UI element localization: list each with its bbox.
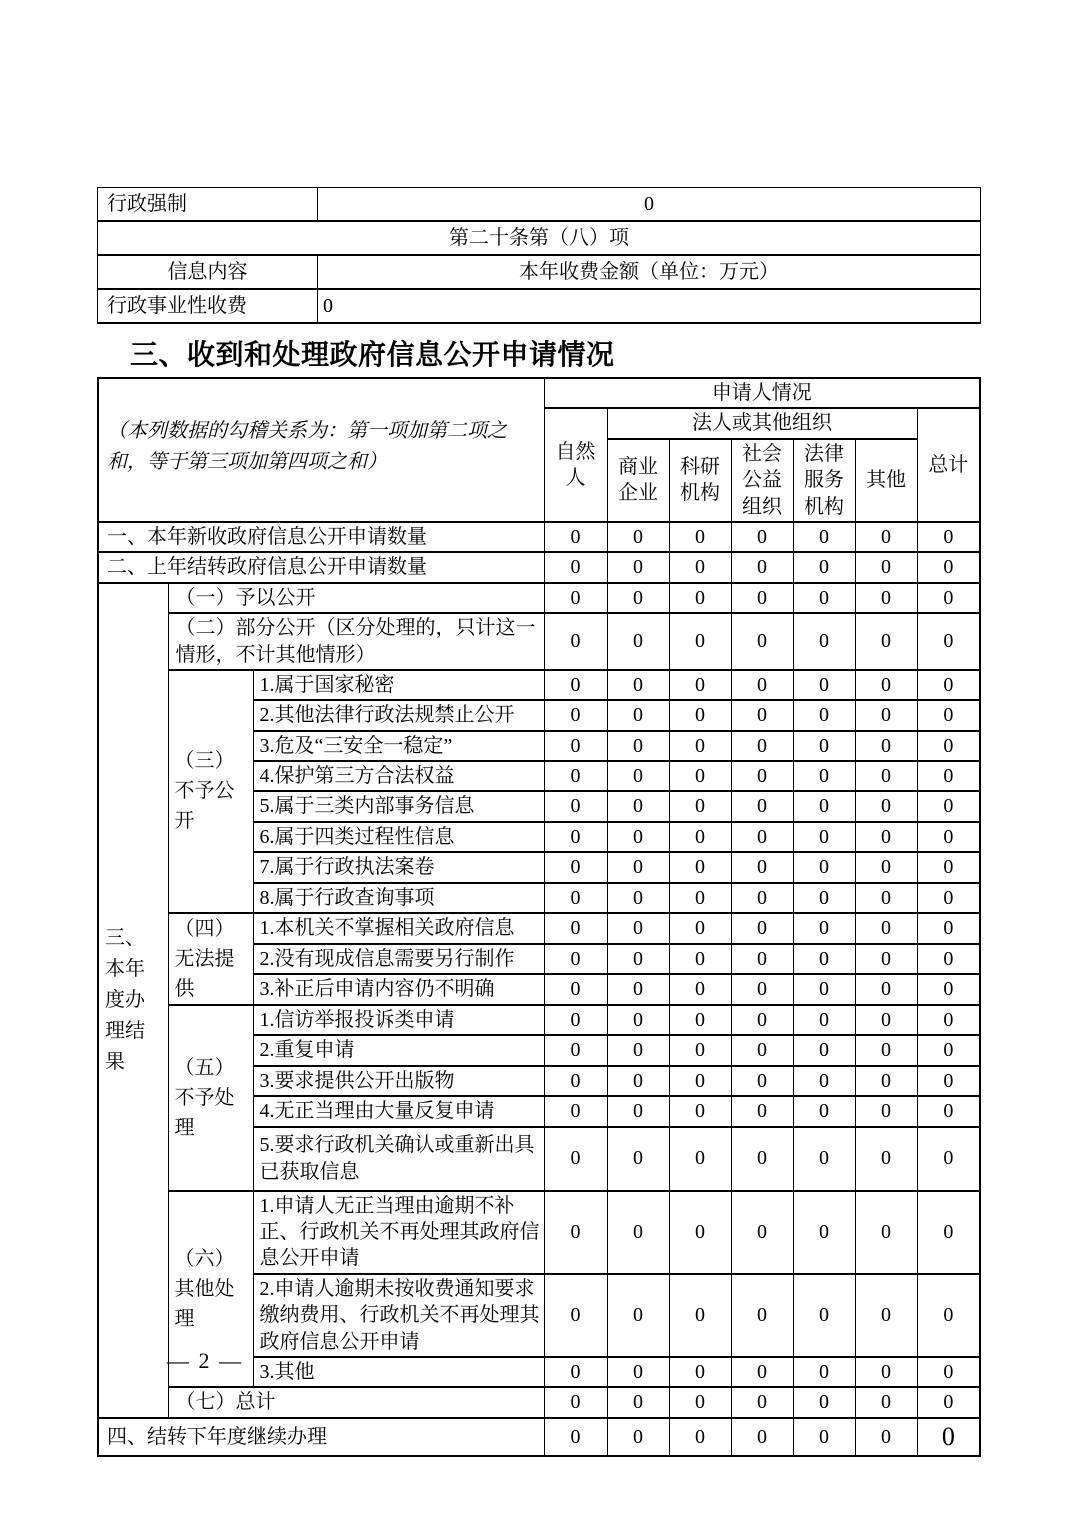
value-cell: 0 (855, 1357, 917, 1387)
value-cell: 0 (917, 1096, 980, 1126)
row-label: 4.无正当理由大量反复申请 (253, 1096, 544, 1126)
value-cell: 0 (607, 613, 669, 670)
value-cell: 0 (855, 613, 917, 670)
row-label: （二）部分公开（区分处理的，只计这一情形，不计其他情形） (168, 613, 544, 670)
value-cell: 0 (793, 822, 855, 852)
value-cell: 0 (793, 1418, 855, 1456)
value-cell: 0 (607, 913, 669, 944)
value-cell: 0 (544, 731, 607, 761)
value-cell: 0 (669, 522, 731, 552)
value-cell: 0 (855, 944, 917, 975)
value-cell: 0 (855, 552, 917, 582)
value-cell: 0 (731, 731, 793, 761)
value-cell: 0 (917, 883, 980, 913)
row-label: 2.重复申请 (253, 1035, 544, 1065)
value-cell: 0 (855, 883, 917, 913)
value-cell: 0 (917, 1005, 980, 1035)
table-row (98, 583, 980, 613)
applications-table-body (98, 378, 980, 1456)
value-cell: 0 (855, 1127, 917, 1191)
value-cell: 0 (669, 913, 731, 944)
row-label: 二、上年结转政府信息公开申请数量 (98, 552, 544, 582)
value-cell: 0 (731, 700, 793, 730)
value-cell: 0 (855, 583, 917, 613)
value-cell: 0 (917, 1274, 980, 1357)
row-label: 3.其他 (253, 1357, 544, 1387)
value-cell: 0 (917, 613, 980, 670)
value-cell: 0 (669, 1191, 731, 1274)
value-cell: 0 (731, 522, 793, 552)
value-cell: 0 (607, 1418, 669, 1456)
value-cell: 0 (793, 1096, 855, 1126)
fee-row-label: 行政事业性收费 (98, 289, 318, 323)
value-cell: 0 (607, 1005, 669, 1035)
value-cell: 0 (669, 1035, 731, 1065)
page-number: — 2 — (167, 1348, 243, 1373)
value-cell: 0 (544, 1096, 607, 1126)
value-cell: 0 (917, 913, 980, 944)
value-cell: 0 (917, 731, 980, 761)
value-cell: 0 (731, 583, 793, 613)
value-cell: 0 (731, 1387, 793, 1417)
value-cell: 0 (855, 852, 917, 882)
value-cell: 0 (544, 613, 607, 670)
table-row (98, 1387, 980, 1417)
table-annotation: （本列数据的勾稽关系为：第一项加第二项之和，等于第三项加第四项之和） (98, 378, 544, 522)
row-label: （一）予以公开 (168, 583, 544, 613)
applications-table (97, 377, 981, 1457)
row-label: 5.属于三类内部事务信息 (253, 791, 544, 821)
header-org-type: 商业企业 (607, 439, 669, 522)
value-cell: 0 (793, 1127, 855, 1191)
value-cell: 0 (855, 761, 917, 791)
row-label: （七）总计 (168, 1387, 544, 1417)
value-cell: 0 (669, 700, 731, 730)
value-cell: 0 (669, 1066, 731, 1096)
value-cell: 0 (855, 1066, 917, 1096)
value-cell: 0 (544, 944, 607, 975)
value-cell: 0 (917, 552, 980, 582)
value-cell: 0 (607, 1127, 669, 1191)
value-cell: 0 (917, 791, 980, 821)
value-cell: 0 (669, 731, 731, 761)
value-cell: 0 (855, 1274, 917, 1357)
value-cell: 0 (669, 761, 731, 791)
row-label: 8.属于行政查询事项 (253, 883, 544, 913)
table-row (98, 670, 980, 700)
value-cell: 0 (607, 822, 669, 852)
value-cell: 0 (544, 791, 607, 821)
value-cell: 0 (855, 791, 917, 821)
value-cell: 0 (544, 974, 607, 1005)
value-cell: 0 (544, 583, 607, 613)
value-cell: 0 (607, 1035, 669, 1065)
value-cell: 0 (917, 974, 980, 1005)
fee-section-header: 第二十条第（八）项 (98, 221, 981, 255)
value-cell: 0 (607, 883, 669, 913)
table-row (98, 522, 980, 552)
section-title: 三、收到和处理政府信息公开申请情况 (130, 339, 615, 370)
value-cell: 0 (731, 670, 793, 700)
value-cell: 0 (544, 1387, 607, 1417)
value-cell: 0 (731, 552, 793, 582)
row-label: （六）其他处理 (168, 1191, 253, 1388)
value-cell: 0 (544, 700, 607, 730)
table-row (98, 552, 980, 582)
value-cell: 0 (731, 944, 793, 975)
header-row (98, 378, 980, 408)
value-cell: 0 (855, 1096, 917, 1126)
value-cell: 0 (917, 761, 980, 791)
value-cell: 0 (544, 1035, 607, 1065)
value-cell: 0 (793, 1357, 855, 1387)
value-cell: 0 (669, 670, 731, 700)
value-cell: 0 (855, 522, 917, 552)
value-cell: 0 (793, 1066, 855, 1096)
value-cell: 0 (855, 974, 917, 1005)
value-cell: 0 (731, 1274, 793, 1357)
table-row (98, 221, 981, 255)
table-row (98, 1418, 980, 1456)
value-cell: 0 (607, 944, 669, 975)
value-cell: 0 (544, 1274, 607, 1357)
value-cell: 0 (544, 1418, 607, 1456)
fee-row-value: 本年收费金额（单位：万元） (318, 255, 981, 289)
value-cell: 0 (917, 1066, 980, 1096)
value-cell: 0 (607, 1274, 669, 1357)
value-cell: 0 (607, 791, 669, 821)
row-label: 1.本机关不掌握相关政府信息 (253, 913, 544, 944)
row-label: 2.没有现成信息需要另行制作 (253, 944, 544, 975)
value-cell: 0 (793, 791, 855, 821)
value-cell: 0 (917, 1127, 980, 1191)
value-cell: 0 (669, 552, 731, 582)
value-cell: 0 (731, 1096, 793, 1126)
value-cell: 0 (917, 1418, 980, 1456)
row-label: 4.保护第三方合法权益 (253, 761, 544, 791)
value-cell: 0 (917, 944, 980, 975)
value-cell: 0 (544, 761, 607, 791)
value-cell: 0 (731, 791, 793, 821)
row-label: 7.属于行政执法案卷 (253, 852, 544, 882)
value-cell: 0 (731, 1418, 793, 1456)
value-cell: 0 (669, 1357, 731, 1387)
row-label: 四、结转下年度继续办理 (98, 1418, 544, 1456)
row-label: 1.属于国家秘密 (253, 670, 544, 700)
header-applicant-group: 申请人情况 (544, 378, 980, 408)
value-cell: 0 (793, 883, 855, 913)
value-cell: 0 (731, 1127, 793, 1191)
value-cell: 0 (669, 1418, 731, 1456)
value-cell: 0 (731, 852, 793, 882)
value-cell: 0 (917, 583, 980, 613)
value-cell: 0 (607, 552, 669, 582)
table-row (98, 289, 981, 323)
value-cell: 0 (793, 583, 855, 613)
value-cell: 0 (855, 731, 917, 761)
value-cell: 0 (544, 1005, 607, 1035)
value-cell: 0 (793, 761, 855, 791)
row-label: 1.信访举报投诉类申请 (253, 1005, 544, 1035)
value-cell: 0 (917, 822, 980, 852)
value-cell: 0 (607, 1096, 669, 1126)
value-cell: 0 (731, 613, 793, 670)
value-cell: 0 (793, 913, 855, 944)
value-cell: 0 (607, 522, 669, 552)
header-natural-person: 自然人 (544, 408, 607, 522)
row-label: （五）不予处理 (168, 1005, 253, 1191)
value-cell: 0 (855, 1387, 917, 1417)
value-cell: 0 (731, 1005, 793, 1035)
value-cell: 0 (855, 1191, 917, 1274)
value-cell: 0 (544, 883, 607, 913)
value-cell: 0 (793, 944, 855, 975)
value-cell: 0 (731, 1035, 793, 1065)
value-cell: 0 (607, 1191, 669, 1274)
value-cell: 0 (669, 583, 731, 613)
value-cell: 0 (669, 944, 731, 975)
fee-row-value: 0 (318, 289, 981, 323)
value-cell: 0 (731, 761, 793, 791)
value-cell: 0 (544, 1127, 607, 1191)
value-cell: 0 (669, 852, 731, 882)
row-label: 2.其他法律行政法规禁止公开 (253, 700, 544, 730)
value-cell: 0 (544, 552, 607, 582)
value-cell: 0 (793, 1274, 855, 1357)
header-legal-org-group: 法人或其他组织 (607, 408, 917, 438)
value-cell: 0 (793, 1387, 855, 1417)
value-cell: 0 (793, 1035, 855, 1065)
row-label: 3.危及“三安全一稳定” (253, 731, 544, 761)
value-cell: 0 (607, 1387, 669, 1417)
header-org-type: 社会公益组织 (731, 439, 793, 522)
value-cell: 0 (793, 670, 855, 700)
value-cell: 0 (855, 1005, 917, 1035)
value-cell: 0 (917, 852, 980, 882)
value-cell: 0 (731, 1191, 793, 1274)
value-cell: 0 (793, 522, 855, 552)
value-cell: 0 (607, 974, 669, 1005)
value-cell: 0 (731, 913, 793, 944)
row-label: （三）不予公开 (168, 670, 253, 913)
value-cell: 0 (793, 731, 855, 761)
value-cell: 0 (669, 613, 731, 670)
value-cell: 0 (793, 1005, 855, 1035)
value-cell: 0 (607, 1357, 669, 1387)
value-cell: 0 (855, 822, 917, 852)
value-cell: 0 (793, 700, 855, 730)
row-label: （四）无法提供 (168, 913, 253, 1005)
value-cell: 0 (669, 1274, 731, 1357)
value-cell: 0 (855, 913, 917, 944)
value-cell: 0 (544, 852, 607, 882)
header-org-type: 法律服务机构 (793, 439, 855, 522)
value-cell: 0 (917, 1191, 980, 1274)
value-cell: 0 (544, 1066, 607, 1096)
value-cell: 0 (544, 1357, 607, 1387)
row-label: 1.申请人无正当理由逾期不补正、行政机关不再处理其政府信息公开申请 (253, 1191, 544, 1274)
value-cell: 0 (855, 670, 917, 700)
value-cell: 0 (793, 552, 855, 582)
table-row (98, 1191, 980, 1274)
table-row (98, 188, 981, 222)
value-cell: 0 (607, 852, 669, 882)
value-cell: 0 (731, 1357, 793, 1387)
value-cell: 0 (731, 974, 793, 1005)
value-cell: 0 (607, 761, 669, 791)
value-cell: 0 (544, 670, 607, 700)
value-cell: 0 (669, 1005, 731, 1035)
value-cell: 0 (793, 613, 855, 670)
header-total: 总计 (917, 408, 980, 522)
value-cell: 0 (544, 1191, 607, 1274)
value-cell: 0 (731, 822, 793, 852)
value-cell: 0 (731, 1066, 793, 1096)
value-cell: 0 (669, 1127, 731, 1191)
row-label: 3.要求提供公开出版物 (253, 1066, 544, 1096)
value-cell: 0 (917, 1357, 980, 1387)
value-cell: 0 (669, 883, 731, 913)
table-row (98, 1005, 980, 1035)
value-cell: 0 (669, 974, 731, 1005)
table-row (98, 613, 980, 670)
value-cell: 0 (917, 670, 980, 700)
value-cell: 0 (544, 522, 607, 552)
value-cell: 0 (544, 822, 607, 852)
row-label: 三、本年度办理结果 (98, 583, 168, 1418)
value-cell: 0 (917, 700, 980, 730)
value-cell: 0 (607, 700, 669, 730)
value-cell: 0 (793, 974, 855, 1005)
table-row (98, 913, 980, 944)
value-cell: 0 (607, 670, 669, 700)
fee-table (97, 187, 981, 324)
fee-row-label: 信息内容 (98, 255, 318, 289)
value-cell: 0 (855, 700, 917, 730)
value-cell: 0 (669, 1096, 731, 1126)
table-row (98, 255, 981, 289)
row-label: 5.要求行政机关确认或重新出具已获取信息 (253, 1127, 544, 1191)
value-cell: 0 (917, 522, 980, 552)
fee-row-value: 0 (318, 188, 981, 222)
value-cell: 0 (731, 883, 793, 913)
value-cell: 0 (607, 731, 669, 761)
value-cell: 0 (669, 822, 731, 852)
row-label: 2.申请人逾期未按收费通知要求缴纳费用、行政机关不再处理其政府信息公开申请 (253, 1274, 544, 1357)
value-cell: 0 (917, 1387, 980, 1417)
value-cell: 0 (855, 1418, 917, 1456)
row-label: 一、本年新收政府信息公开申请数量 (98, 522, 544, 552)
value-cell: 0 (793, 1191, 855, 1274)
value-cell: 0 (669, 791, 731, 821)
value-cell: 0 (544, 913, 607, 944)
value-cell: 0 (793, 852, 855, 882)
value-cell: 0 (607, 583, 669, 613)
value-cell: 0 (855, 1035, 917, 1065)
row-label: 3.补正后申请内容仍不明确 (253, 974, 544, 1005)
value-cell: 0 (669, 1387, 731, 1417)
header-org-type: 其他 (855, 439, 917, 522)
fee-row-label: 行政强制 (98, 188, 318, 222)
header-org-type: 科研机构 (669, 439, 731, 522)
value-cell: 0 (917, 1035, 980, 1065)
value-cell: 0 (607, 1066, 669, 1096)
row-label: 6.属于四类过程性信息 (253, 822, 544, 852)
